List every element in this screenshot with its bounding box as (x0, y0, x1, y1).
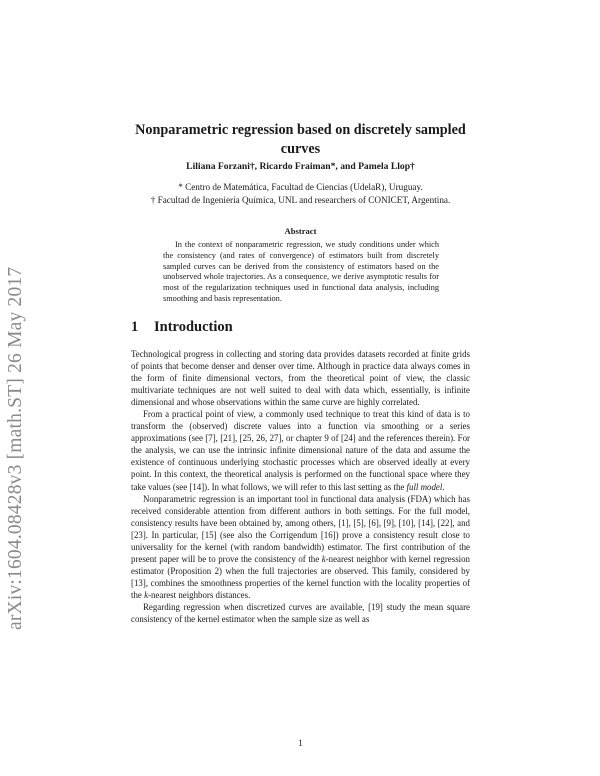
section-number: 1 (131, 319, 139, 335)
abstract-text: In the context of nonparametric regression, we study conditions under which the consistency (and rates of convergence) of estimators built from discretely sampled curves can be derived from the consistency of estimators based on the unobserved whole trajectories. As a consequence, we derive asymptotic results for most of the regularization techniques used in functional data analysis, including smoothing and basis representation. (163, 240, 439, 303)
section-heading (131, 319, 470, 336)
affiliation-1: * Centro de Matemática, Facultad de Ciencias (UdelaR), Uruguay. (178, 182, 423, 192)
full-model-term: full model (406, 481, 443, 492)
k-variable: k (321, 553, 326, 564)
paragraph-4: Regarding regression when discretized curves are available, [19] study the mean square consistency of the kernel estimator when the sample size as well as (131, 601, 470, 625)
body-text (131, 348, 470, 625)
paragraph-2-text: From a practical point of view, a commonly used technique to treat this kind of data is to transform the (observed) discrete values into a function via smoothing or a series approximations (see [7], [21], [25, 26, 27], or chapter 9 of [24] and the references therein). For the analysis, we can use the intrinsic infinite dimensional nature of the data and assume the existence of continuous underlying stochastic processes which are observed ideally at every point. In this context, the theoretical analysis is performed on the functional space where they take values (see [14]). In what follows, we will refer to this last setting as the (131, 409, 470, 492)
paragraph-3 (131, 493, 470, 601)
arxiv-identifier: arXiv:1604.08428v3 [math.ST] 26 May 2017 (5, 266, 26, 630)
paragraph-3-text-a: Nonparametric regression is an important tool in functional data analysis (FDA) which has received considerable attention from different authors in both settings. For the full model, consistency results have been obtained by, among others, [1], [5], [6], [9], [10], [14], [22], and [23]. In particular, [15] (see also the Corrigendum [16]) prove a consistency result close to universality for the kernel (with random bandwidth) estimator. The first contribution of the present paper will be to prove the consistency of the (131, 493, 470, 564)
paper-title: Nonparametric regression based on discretely sampled curves (135, 122, 466, 157)
paragraph-2-end: . (442, 481, 445, 492)
paragraph-1: Technological progress in collecting and storing data provides datasets recorded at finite grids of points that become denser and denser over time. Although in practice data always comes in the form of finite dimensional vectors, from the theoretical point of view, the classic multivariate techniques are not well suited to deal with data which, essentially, is infinite dimensional and whose observations within the same curve are highly correlated. (131, 349, 470, 408)
section-title: Introduction (154, 319, 233, 335)
affiliation-2: † Facultad de Ingeniería Química, UNL and researchers of CONICET, Argentina. (150, 195, 451, 205)
author-list: Liliana Forzani†, Ricardo Fraiman*, and Pamela Llop† (186, 161, 415, 172)
k-variable: k (144, 589, 149, 600)
abstract-heading: Abstract (284, 226, 317, 236)
paragraph-2 (131, 408, 470, 492)
paragraph-3-text-b: -nearest neighbor with kernel regression estimator (Proposition 2) when the full trajectories are observed. This family, considered by [13], combines the smoothness properties of the kernel function with the locality properties of the (131, 553, 470, 600)
paragraph-3-text-c: -nearest neighbors distances. (148, 589, 251, 600)
page-number: 1 (298, 738, 303, 748)
